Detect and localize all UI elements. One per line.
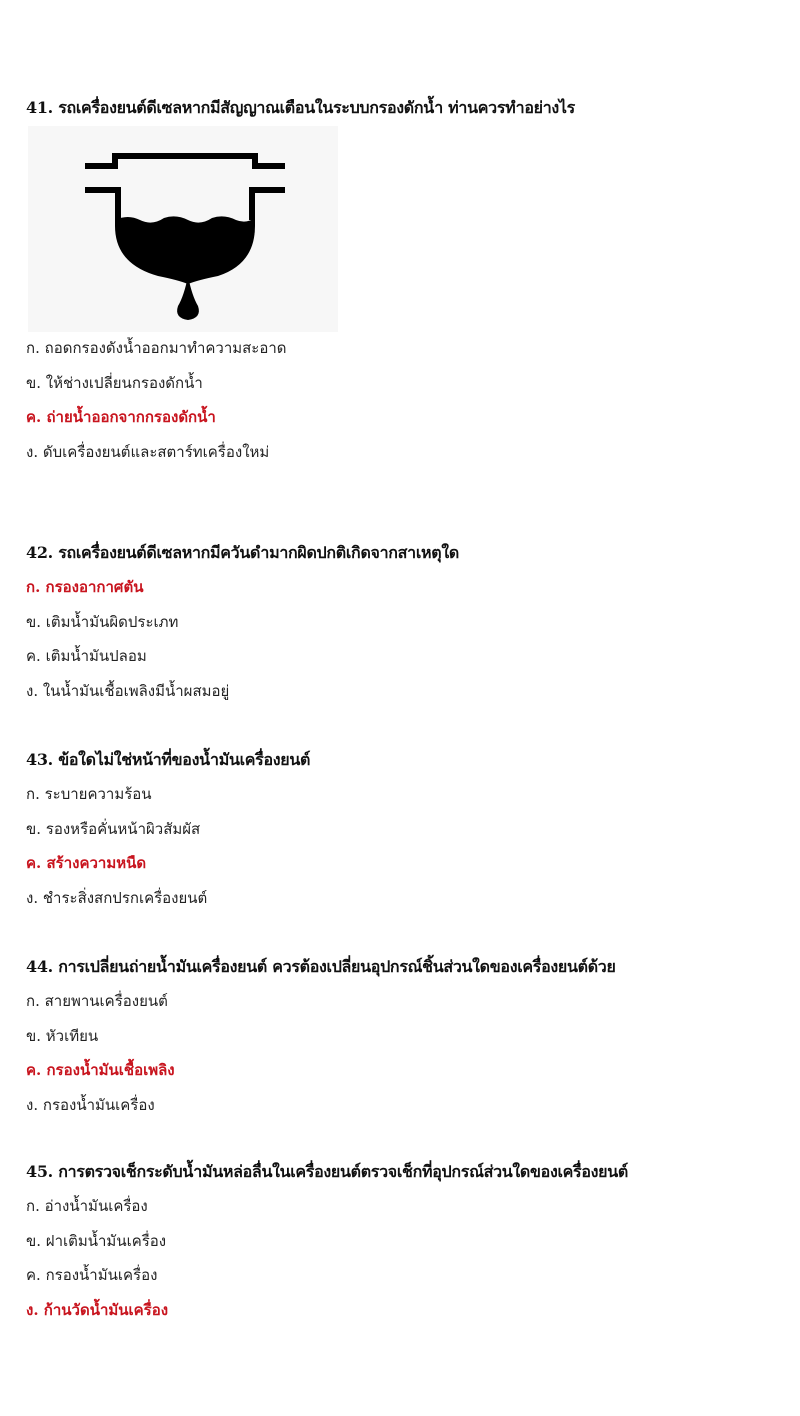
answer-option-c-correct: ค. กรองน้ำมันเชื้อเพลิง <box>26 1061 175 1079</box>
answer-option-a: ก. สายพานเครื่องยนต์ <box>26 992 168 1010</box>
question-44 <box>26 955 616 1127</box>
question-43 <box>26 748 310 920</box>
question-title: 41. รถเครื่องยนต์ดีเซลหากมีสัญญาณเตือนในระบบกรองดักน้ำ ท่านควรทำอย่างไร <box>26 98 575 117</box>
question-42 <box>26 541 459 713</box>
question-title: 43. ข้อใดไม่ใช่หน้าที่ของน้ำมันเครื่องยนต์ <box>26 750 311 769</box>
answer-option-b: ข. ฝาเติมน้ำมันเครื่อง <box>26 1231 167 1250</box>
answer-option-c: ค. กรองน้ำมันเครื่อง <box>26 1266 158 1284</box>
question-41-options <box>26 336 287 474</box>
question-title: 42. รถเครื่องยนต์ดีเซลหากมีควันดำมากผิดปกติเกิดจากสาเหตุใด <box>26 543 459 562</box>
question-41 <box>26 96 575 120</box>
answer-option-d: ง. กรองน้ำมันเครื่อง <box>26 1095 155 1114</box>
answer-option-b: ข. รองหรือคั่นหน้าผิวสัมผัส <box>26 819 201 838</box>
question-title: 45. การตรวจเช็กระดับน้ำมันหล่อลื่นในเครื่องยนต์ตรวจเช็กที่อุปกรณ์ส่วนใดของเครื่องยนต์ <box>26 1162 628 1181</box>
question-45 <box>26 1160 628 1332</box>
answer-option-a: ก. ระบายความร้อน <box>26 785 152 803</box>
answer-option-b: ข. เติมน้ำมันผิดประเภท <box>26 612 179 631</box>
answer-option-d: ง. ชำระสิ่งสกปรกเครื่องยนต์ <box>26 888 208 907</box>
answer-option-c: ค. เติมน้ำมันปลอม <box>26 647 147 665</box>
answer-option-d: ง. ดับเครื่องยนต์และสตาร์ทเครื่องใหม่ <box>26 442 270 461</box>
answer-option-c-correct: ค. สร้างความหนืด <box>26 854 147 872</box>
fuel-water-separator-image <box>28 126 338 332</box>
fuel-water-separator-warning-icon <box>28 126 338 332</box>
answer-option-a-correct: ก. กรองอากาศตัน <box>26 578 144 596</box>
answer-option-a: ก. อ่างน้ำมันเครื่อง <box>26 1197 148 1215</box>
answer-option-b: ข. ให้ช่างเปลี่ยนกรองดักน้ำ <box>26 373 203 392</box>
answer-option-d: ง. ในน้ำมันเชื้อเพลิงมีน้ำผสมอยู่ <box>26 681 230 700</box>
answer-option-c-correct: ค. ถ่ายน้ำออกจากกรองดักน้ำ <box>26 408 216 426</box>
answer-option-b: ข. หัวเทียน <box>26 1026 99 1045</box>
answer-option-d-correct: ง. ก้านวัดน้ำมันเครื่อง <box>26 1300 169 1319</box>
question-title: 44. การเปลี่ยนถ่ายน้ำมันเครื่องยนต์ ควรต้องเปลี่ยนอุปกรณ์ชิ้นส่วนใดของเครื่องยนต์ด้วย <box>26 957 616 976</box>
answer-option-a: ก. ถอดกรองดังน้ำออกมาทำความสะอาด <box>26 339 287 357</box>
